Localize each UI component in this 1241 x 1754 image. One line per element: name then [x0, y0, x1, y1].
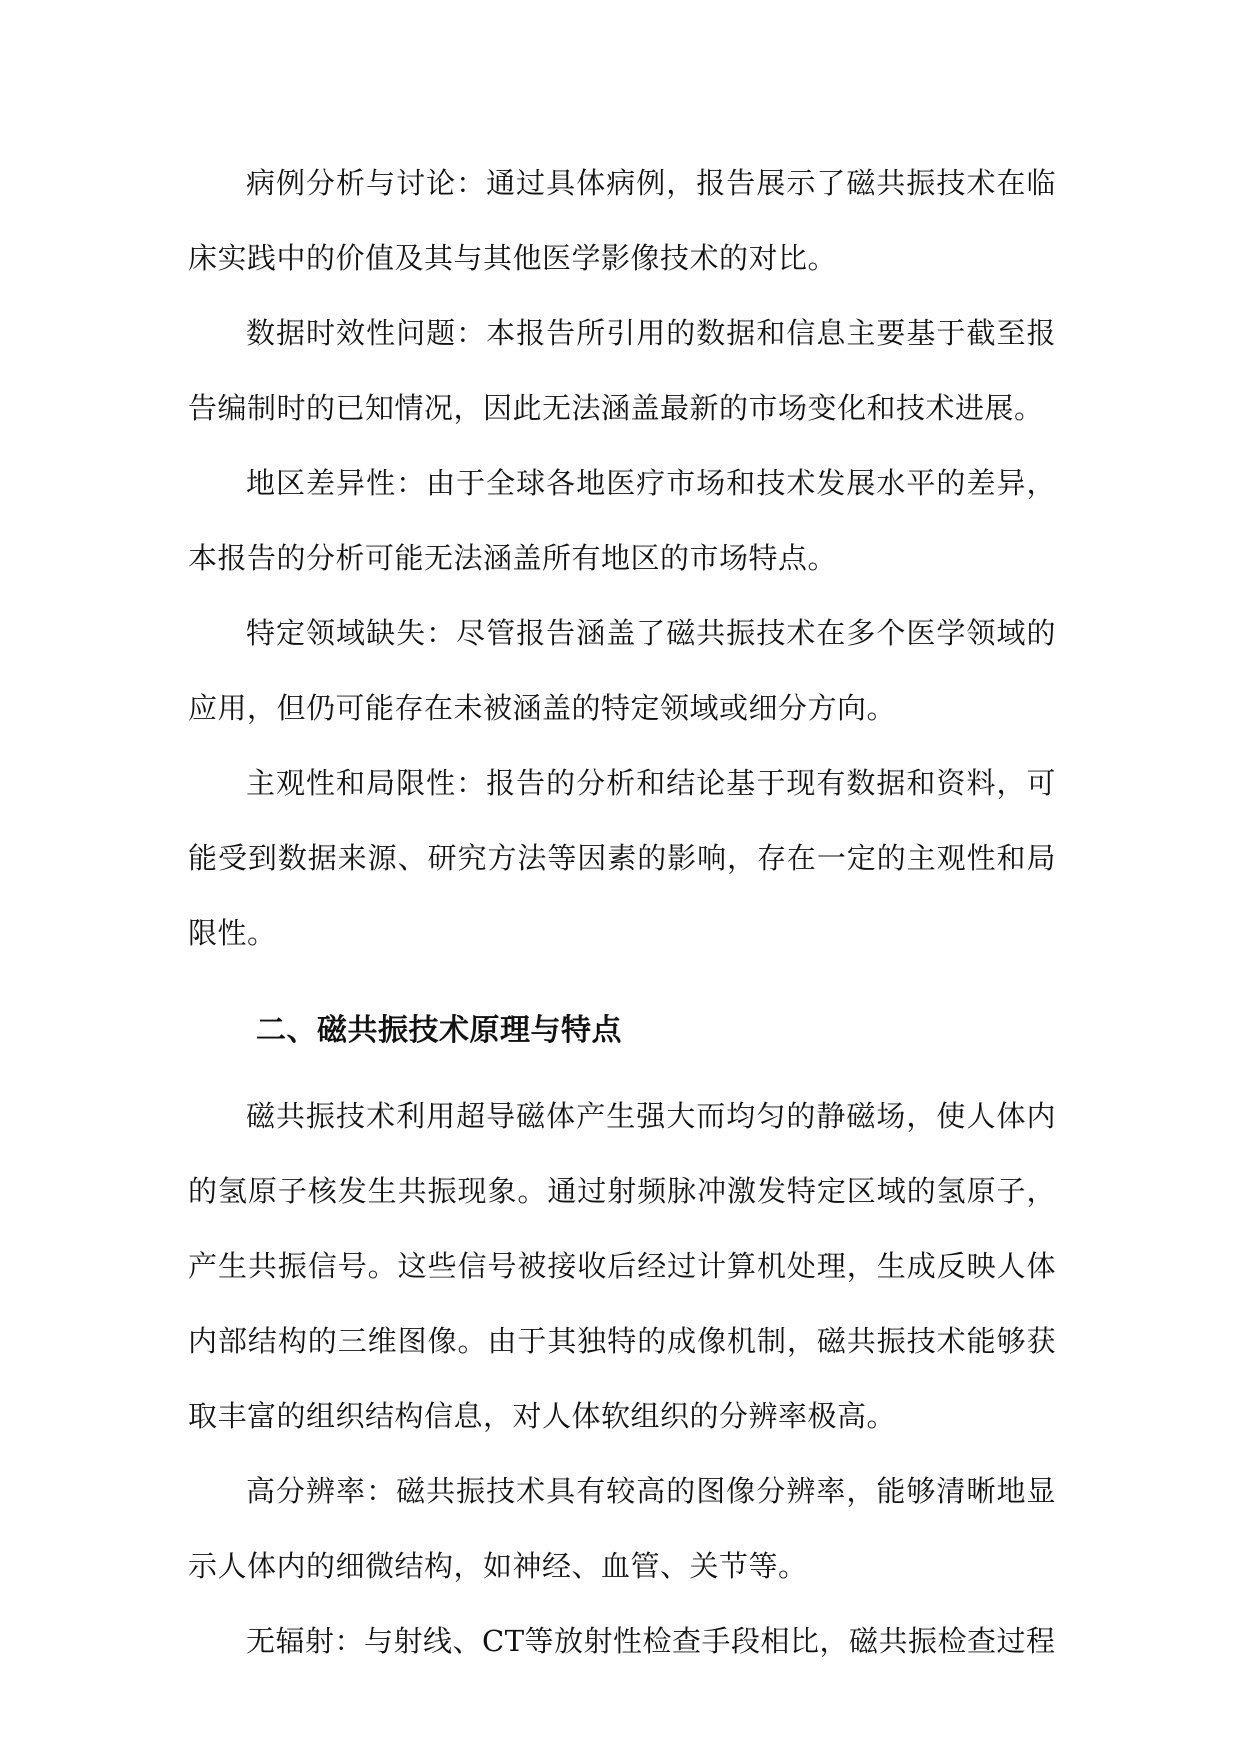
paragraph-missing-fields: 特定领域缺失：尽管报告涵盖了磁共振技术在多个医学领域的应用，但仍可能存在未被涵盖的特定领域或细分方向。	[188, 616, 1056, 725]
paragraph-regional-differences: 地区差异性：由于全球各地医疗市场和技术发展水平的差异，本报告的分析可能无法涵盖所有地区的市场特点。	[188, 466, 1056, 575]
paragraph-mri-principle: 磁共振技术利用超导磁体产生强大而均匀的静磁场，使人体内的氢原子核发生共振现象。通过射频脉冲激发特定区域的氢原子，产生共振信号。这些信号被接收后经过计算机处理，生成反映人体内部结构的三维图像。由于其独特的成像机制，磁共振技术能够获取丰富的组织结构信息，对人体软组织的分辨率极高。	[188, 1099, 1056, 1433]
paragraph-case-analysis: 病例分析与讨论：通过具体病例，报告展示了磁共振技术在临床实践中的价值及其与其他医学影像技术的对比。	[188, 166, 1056, 275]
document-body	[188, 146, 1056, 1679]
paragraph-no-radiation: 无辐射：与射线、CT等放射性检查手段相比，磁共振检查过程	[246, 1624, 1056, 1658]
section-heading: 二、磁共振技术原理与特点	[256, 1013, 622, 1048]
paragraph-subjectivity-limits: 主观性和局限性：报告的分析和结论基于现有数据和资料，可能受到数据来源、研究方法等因素的影响，存在一定的主观性和局限性。	[188, 766, 1056, 950]
paragraph-data-timeliness: 数据时效性问题：本报告所引用的数据和信息主要基于截至报告编制时的已知情况，因此无法涵盖最新的市场变化和技术进展。	[188, 316, 1056, 425]
paragraph-high-resolution: 高分辨率：磁共振技术具有较高的图像分辨率，能够清晰地显示人体内的细微结构，如神经、血管、关节等。	[188, 1474, 1056, 1583]
